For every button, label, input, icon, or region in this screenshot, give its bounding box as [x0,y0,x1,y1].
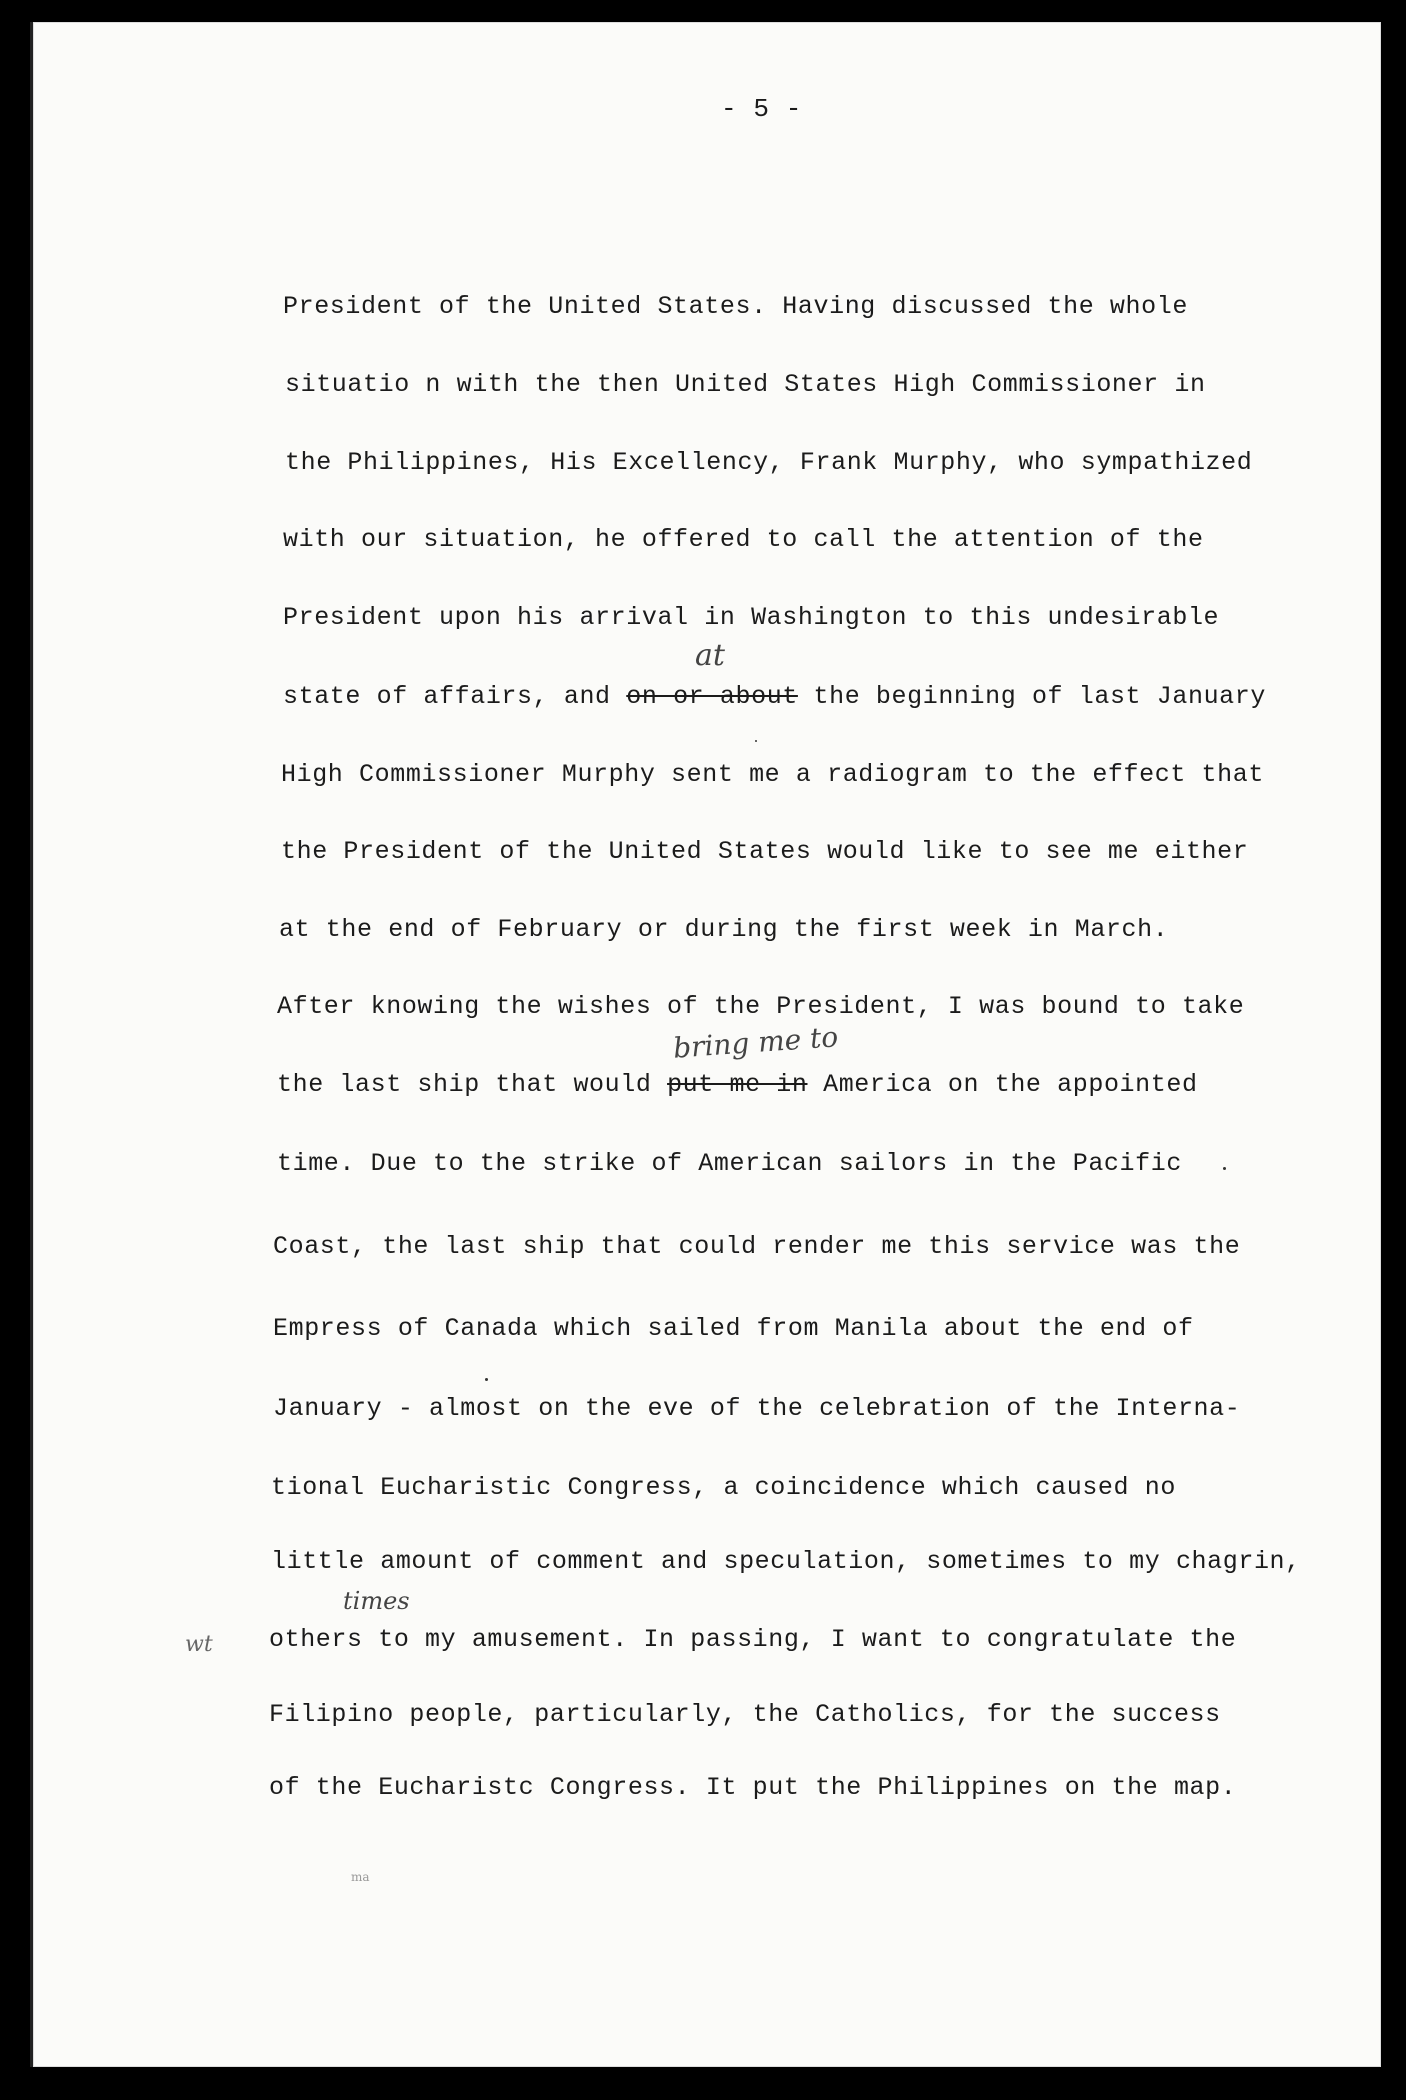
text-segment: state of affairs, and [283,682,627,711]
paper-speck [485,1378,488,1381]
handwritten-insert: bring me to [672,1020,840,1065]
text-line: Coast, the last ship that could render me this service was the [273,1232,1241,1261]
text-line: Empress of Canada which sailed from Manila about the end of [273,1314,1194,1343]
text-line: High Commissioner Murphy sent me a radiogram to the effect that [281,760,1264,789]
paper-speck [1223,1167,1226,1170]
text-line: little amount of comment and speculation, sometimes to my chagrin, [271,1547,1301,1576]
paper-speck [755,740,757,742]
text-line: Filipino people, particularly, the Catholics, for the success [269,1700,1221,1729]
text-line: situatio n with the then United States High Commissioner in [285,370,1206,399]
text-line: at the end of February or during the first week in March. [279,915,1169,944]
text-line: with our situation, he offered to call the attention of the [283,525,1204,554]
text-segment: America on the appointed [807,1070,1198,1099]
text-line: others to my amusement. In passing, I want to congratulate the [269,1625,1237,1654]
text-line [277,1070,1198,1099]
document-page [30,22,1381,2067]
text-segment: the beginning of last January [797,682,1266,711]
struck-text: put me in [667,1070,808,1099]
text-line: time. Due to the strike of American sailors in the Pacific [277,1149,1182,1178]
text-line: After knowing the wishes of the President, I was bound to take [277,992,1245,1021]
handwritten-insert: times [343,1587,410,1615]
text-line: tional Eucharistic Congress, a coincidence which caused no [271,1473,1176,1502]
text-line: the Philippines, His Excellency, Frank Murphy, who sympathized [285,448,1253,477]
faint-mark: ma [351,1870,370,1884]
text-line: of the Eucharistc Congress. It put the Philippines on the map. [269,1773,1237,1802]
margin-note: wt [185,1632,213,1657]
handwritten-insert: at [695,638,725,673]
text-line: President upon his arrival in Washington to this undesirable [283,603,1220,632]
text-line: President of the United States. Having discussed the whole [283,292,1188,321]
text-line: the President of the United States would like to see me either [281,837,1249,866]
text-line: January - almost on the eve of the celebration of the Interna- [273,1394,1241,1423]
text-line [283,682,1266,711]
struck-text: on or about [626,682,798,711]
text-segment: the last ship that would [277,1070,668,1099]
page-number: - 5 - [721,94,803,124]
